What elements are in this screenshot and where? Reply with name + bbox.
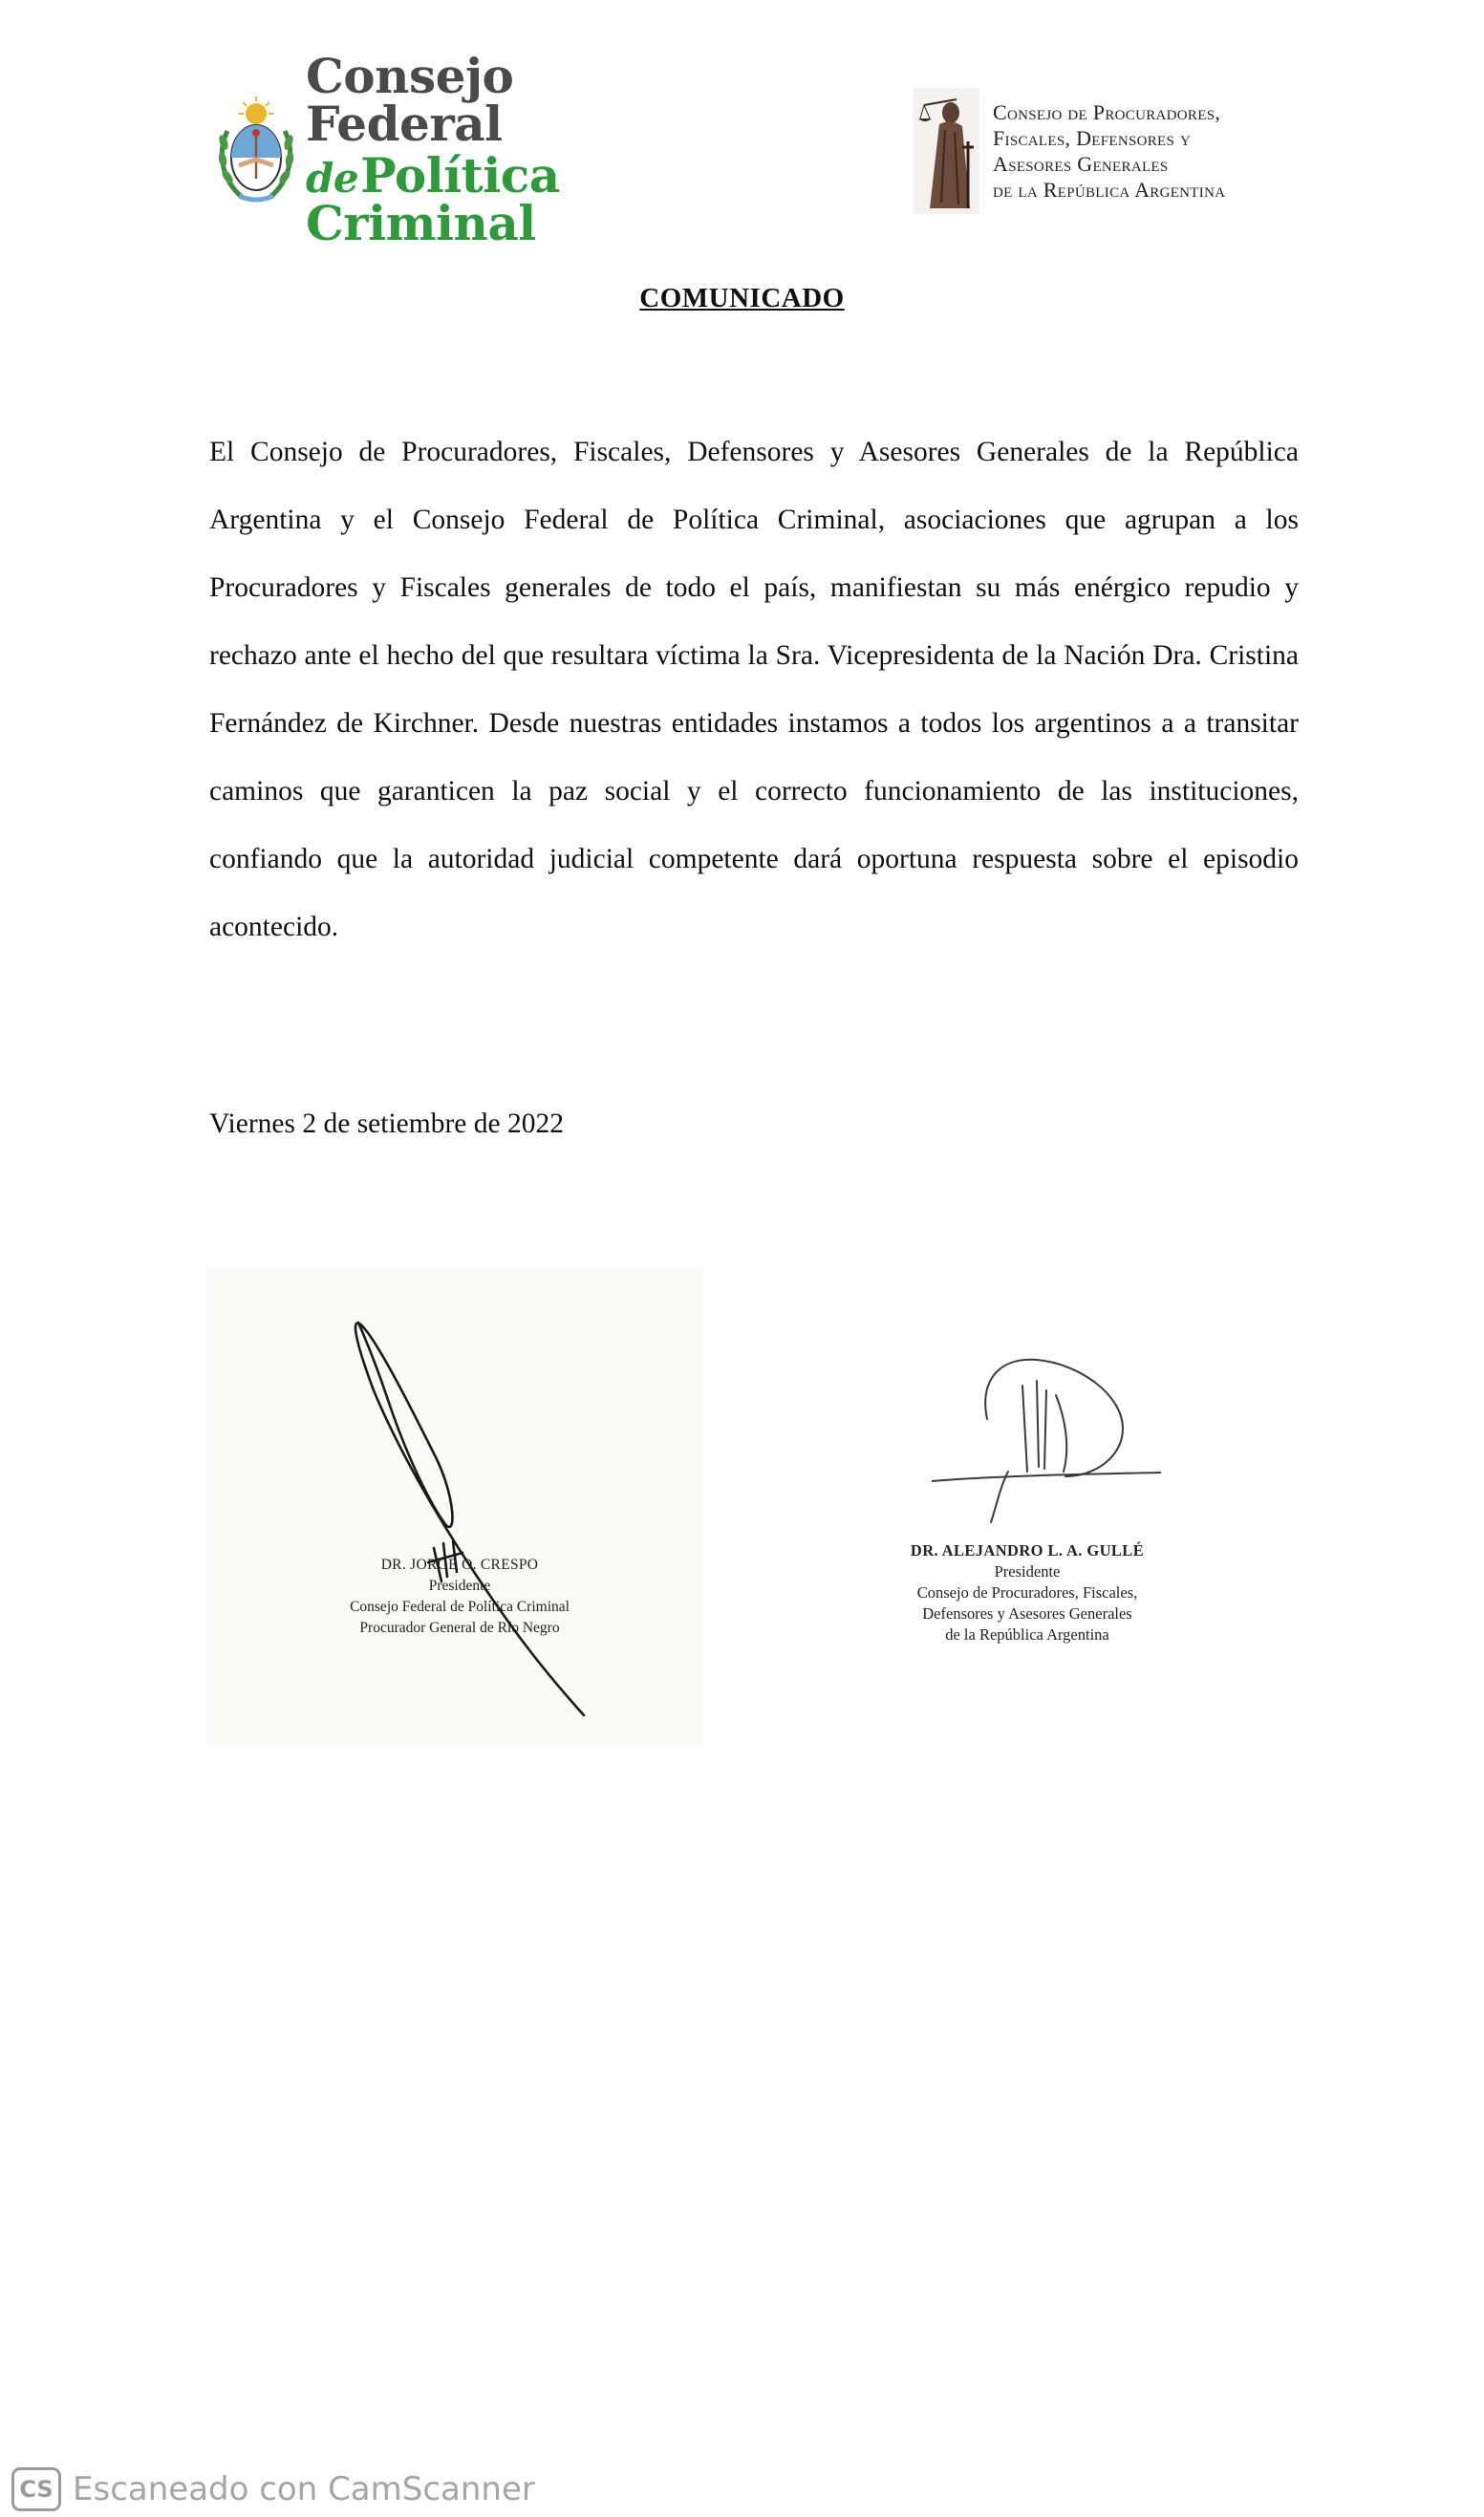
signatory-title: Procurador General de Río Negro bbox=[359, 1620, 560, 1636]
signatory-organization-line: Defensores y Asesores Generales bbox=[922, 1604, 1132, 1623]
camscanner-watermark bbox=[11, 2468, 535, 2510]
signatory-name: DR. ALEJANDRO L. A. GULLÉ bbox=[910, 1541, 1145, 1560]
logo-right-line: Fiscales, Defensores y bbox=[993, 125, 1192, 150]
signatory-name: DR. JORGE O. CRESPO bbox=[380, 1557, 539, 1573]
justice-figure-icon bbox=[913, 88, 979, 214]
logo-line-politica-criminal bbox=[306, 147, 720, 251]
logo-line-consejo-federal: Consejo Federal bbox=[306, 48, 514, 152]
consejo-procuradores-logo bbox=[913, 86, 1290, 215]
camscanner-icon: CS bbox=[11, 2467, 61, 2511]
consejo-federal-logo bbox=[214, 48, 720, 251]
logo-right-line: Asesores Generales bbox=[993, 151, 1169, 176]
signature-block-left bbox=[206, 1266, 703, 1744]
logo-right-line: Consejo de Procuradores, bbox=[993, 99, 1221, 124]
handwritten-signature-left bbox=[206, 1266, 703, 1744]
handwritten-signature-right bbox=[932, 1343, 1161, 1534]
signatory-role: Presidente bbox=[994, 1562, 1061, 1581]
logo-right-line: de la República Argentina bbox=[993, 177, 1226, 202]
signatory-organization: Consejo Federal de Política Criminal bbox=[350, 1599, 570, 1615]
signatory-role: Presidente bbox=[428, 1578, 491, 1594]
signature-caption-right bbox=[884, 1540, 1171, 1646]
logo-prefix: de bbox=[306, 155, 359, 202]
signatory-organization-line: Consejo de Procuradores, Fiscales, bbox=[916, 1583, 1138, 1602]
signatory-organization-line: de la República Argentina bbox=[945, 1625, 1109, 1644]
document-title: COMUNICADO bbox=[639, 283, 845, 313]
logo-line2-text: Política Criminal bbox=[306, 147, 560, 251]
logo-right-text bbox=[993, 99, 1225, 203]
argentine-coat-of-arms-icon bbox=[214, 93, 298, 207]
signature-block-right bbox=[884, 1343, 1266, 1667]
document-body: El Consejo de Procuradores, Fiscales, Defensores y Asesores Generales de la República Argentina y el Consejo Federal de Política Criminal, asociaciones que agrupan a los Procuradores y Fiscales generales de todo el país, manifiestan su más enérgico repudio y rechazo ante el hecho del que resultara víctima la Sra. Vicepresidenta de la Nación Dra. Cristina Fernández de Kirchner. Desde nuestras entidades instamos a todos los argentinos a a transitar caminos que garanticen la paz social y el correcto funcionamiento de las instituciones, confiando que la autoridad judicial competente dará oportuna respuesta sobre el episodio acontecido. bbox=[209, 437, 1299, 942]
document-date: Viernes 2 de setiembre de 2022 bbox=[209, 1108, 564, 1139]
watermark-text: Escaneado con CamScanner bbox=[73, 2470, 535, 2508]
